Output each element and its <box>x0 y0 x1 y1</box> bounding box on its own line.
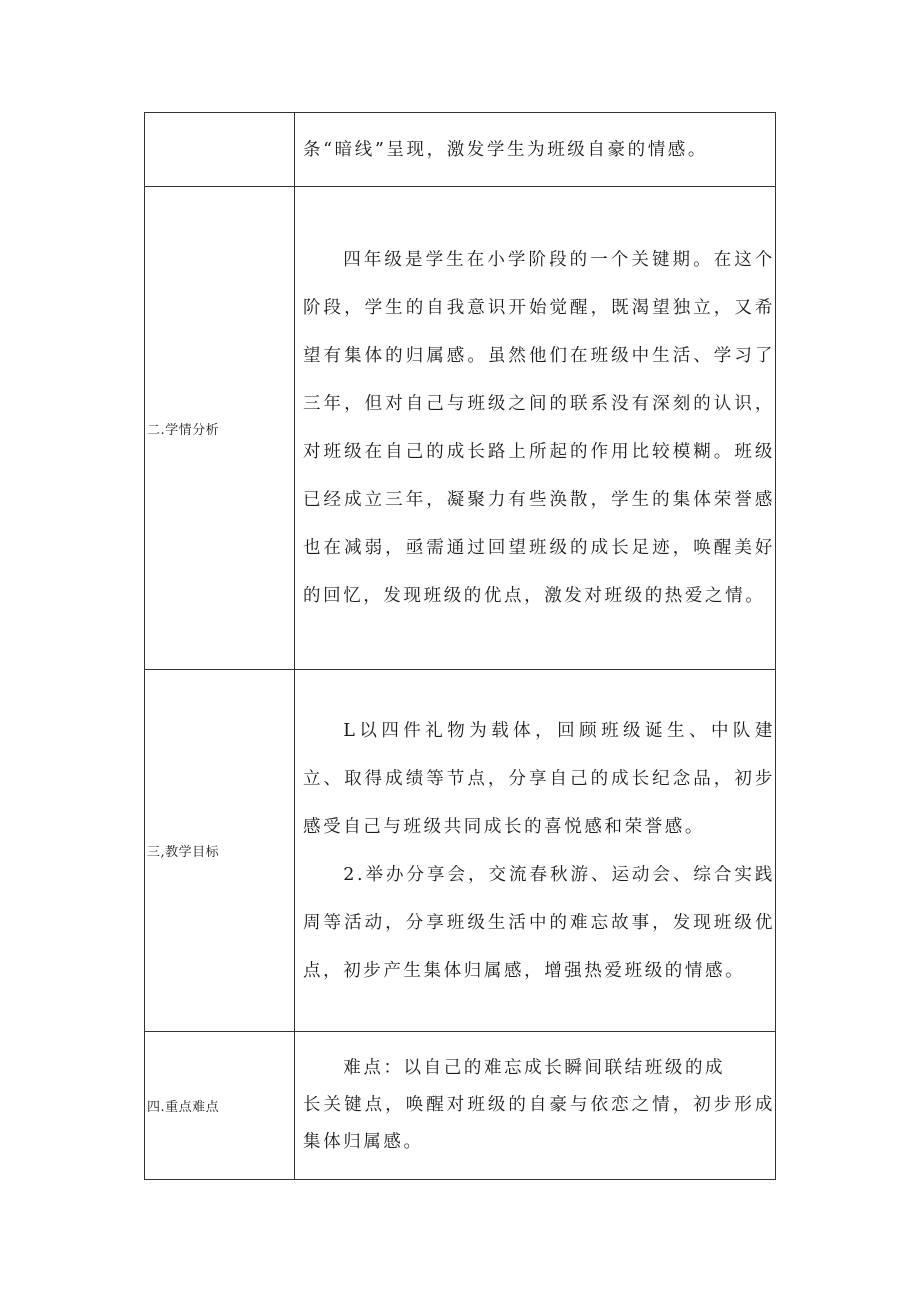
content-paragraph: 条“暗线”呈现，激发学生为班级自豪的情感。 <box>303 139 708 160</box>
content-paragraph: 2.举办分享会，交流春秋游、运动会、综合实践周等活动，分享班级生活中的难忘故事，发现班级优点，初步产生集体归属感，增强热爱班级的情感。 <box>303 864 775 981</box>
table-row <box>145 670 776 1032</box>
content-paragraph: L以四件礼物为载体，回顾班级诞生、中队建立、取得成绩等节点，分享自己的成长纪念品，初步感受自己与班级共同成长的喜悦感和荣誉感。 <box>303 720 775 837</box>
row-label <box>145 113 295 187</box>
row-content <box>295 670 776 1032</box>
content-paragraph: 长关键点，唤醒对班级的自豪与依恋之情，初步形成集体归属感。 <box>303 1095 775 1152</box>
row-content <box>295 187 776 670</box>
row-content <box>295 113 776 187</box>
row-label: 二.学情分析 <box>145 187 295 670</box>
content-paragraph: 难点：以自己的难忘成长瞬间联结班级的成 <box>343 1058 726 1078</box>
row-label: 四.重点难点 <box>145 1032 295 1180</box>
table-row <box>145 1032 776 1180</box>
content-paragraph: 四年级是学生在小学阶段的一个关键期。在这个阶段，学生的自我意识开始觉醒，既渴望独立，又希望有集体的归属感。虽然他们在班级中生活、学习了三年，但对自己与班级之间的联系没有深刻的认识，对班级在自己的成长路上所起的作用比较模糊。班级已经成立三年，凝聚力有些涣散，学生的集体荣誉感也在减弱，亟需通过回望班级的成长足迹，唤醒美好的回忆，发现班级的优点，激发对班级的热爱之情。 <box>303 250 775 606</box>
row-label: 三,教学目标 <box>145 670 295 1032</box>
lesson-plan-table <box>144 112 776 1180</box>
row-content <box>295 1032 776 1180</box>
table-row <box>145 113 776 187</box>
table-row <box>145 187 776 670</box>
